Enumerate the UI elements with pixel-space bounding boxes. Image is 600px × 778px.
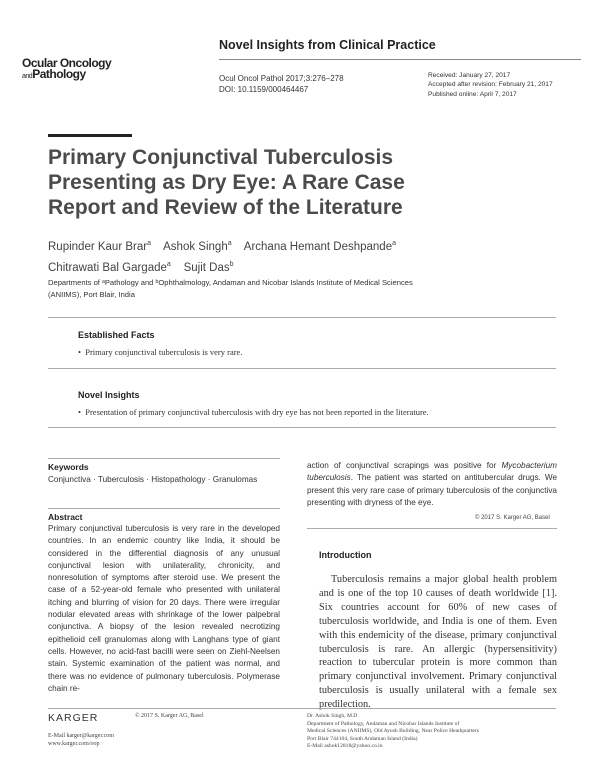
article-dates bbox=[428, 71, 553, 99]
author-sup: a bbox=[392, 240, 397, 247]
keywords-heading: Keywords bbox=[48, 462, 89, 472]
established-facts-box bbox=[48, 317, 556, 369]
title-line: Primary Conjunctival Tuberculosis bbox=[48, 146, 394, 169]
novel-insights-item: • Presentation of primary conjunctival tuberculosis with dry eye has not been reported in the literature. bbox=[78, 407, 429, 417]
abstract-text: action of conjunctival scrapings was positive for bbox=[307, 461, 502, 470]
novel-insights-heading: Novel Insights bbox=[78, 390, 140, 400]
author-sup: a bbox=[147, 240, 151, 247]
keywords-divider bbox=[48, 458, 280, 459]
author-name[interactable]: Rupinder Kaur Brar bbox=[48, 240, 148, 253]
established-facts-item: • Primary conjunctival tuberculosis is very rare. bbox=[78, 347, 243, 357]
logo-line2: andPathology bbox=[22, 67, 86, 81]
publisher-email[interactable]: E-Mail karger@karger.com bbox=[48, 733, 114, 739]
abstract-body: Primary conjunctival tuberculosis is very rare in the developed countries. In an endemic country like India, it should be considered in the differential diagnosis of any unusual conjunctival lesion with unilaterality, chronicity, and nonresolution of symptoms after steroid use. We present the case of a 52-year-old female who presented with unilateral itching and blurring of vision for 20 days. There were irregular nodular elevated areas with shrinkage of the lower palpebral conjunctiva. A biopsy of the lesion revealed necrotizing epithelioid cell granulomas along with Langhans type of giant cells. However, no acid-fast bacilli were seen on Ziehl-Neelsen stain. Systemic examination of the patient was normal, and there was no evidence of pulmonary tuberculosis. Polymerase chain re- bbox=[48, 524, 280, 693]
author-list bbox=[48, 235, 548, 277]
title-line: Presenting as Dry Eye: A Rare Case bbox=[48, 171, 405, 194]
keywords-list: Conjunctiva · Tuberculosis · Histopathology · Granulomas bbox=[48, 475, 258, 484]
established-facts-heading: Established Facts bbox=[78, 330, 155, 340]
corr-name: Dr. Ashok Singh, M.D bbox=[307, 713, 358, 719]
abstract-text: . The patient was started on antitubercular drugs. We present this very rare case of primary tuberculosis of the conjunctiva presenting with dryness of the eye. bbox=[307, 473, 557, 507]
logo-line1: Ocular Oncology bbox=[22, 56, 112, 70]
publisher-website[interactable]: www.karger.com/oop bbox=[48, 741, 100, 747]
affiliation-line: (ANIIMS), Port Blair, India bbox=[48, 290, 135, 299]
introduction-heading: Introduction bbox=[319, 550, 372, 560]
title-accent-rule bbox=[48, 134, 132, 137]
author-name[interactable]: Ashok Singh bbox=[163, 240, 228, 253]
accepted-date: Accepted after revision: February 21, 2017 bbox=[428, 81, 553, 89]
received-date: Received: January 27, 2017 bbox=[428, 72, 511, 79]
corr-address: Port Blair 744104, South Andaman Island (India) bbox=[307, 735, 418, 742]
citation-block bbox=[219, 73, 344, 95]
article-title bbox=[48, 145, 488, 220]
author-name[interactable]: Chitrawati Bal Gargade bbox=[48, 261, 167, 274]
corr-email[interactable]: E-Mail ashok12818@yahoo.co.in bbox=[307, 743, 383, 750]
abstract-heading: Abstract bbox=[48, 512, 83, 522]
author-sup: b bbox=[229, 260, 234, 268]
footer-copyright: © 2017 S. Karger AG, Basel bbox=[135, 713, 204, 719]
affiliations bbox=[48, 277, 478, 301]
novel-insights-box bbox=[48, 382, 556, 428]
title-line: Report and Review of the Literature bbox=[48, 196, 403, 219]
correspondence bbox=[307, 713, 557, 751]
author-sup: a bbox=[227, 240, 232, 247]
published-date: Published online: April 7, 2017 bbox=[428, 90, 517, 98]
journal-logo bbox=[22, 58, 152, 82]
abstract-divider bbox=[48, 508, 280, 509]
abstract-copyright: © 2017 S. Karger AG, Basel bbox=[475, 515, 550, 521]
footer-divider bbox=[48, 708, 556, 709]
introduction-body: Tuberculosis remains a major global health problem and is one of the top 10 causes of death worldwide [1]. Six countries account for 60% of new cases of tuberculosis worldwide, and India is one of them. Even with this endemicity of the disease, primary conjunctival tuberculosis is rare. An allergic (hypersensitivity) reaction to tubercular protein is more common than primary conjunctival involvement. Primary conjunctival tuberculosis is usually unilateral with a female sex predilection. bbox=[319, 574, 557, 711]
author-sup: a bbox=[166, 260, 171, 268]
doi-link[interactable]: DOI: 10.1159/000464467 bbox=[219, 85, 309, 94]
author-name[interactable]: Sujit Das bbox=[183, 261, 230, 274]
series-title: Novel Insights from Clinical Practice bbox=[219, 38, 436, 52]
abstract-continuation bbox=[307, 460, 557, 509]
citation: Ocul Oncol Pathol 2017;3:276–278 bbox=[219, 74, 344, 83]
organism-name: Mycobacterium tuberculosis bbox=[307, 461, 557, 483]
intro-divider bbox=[307, 528, 557, 529]
author-name[interactable]: Archana Hemant Deshpande bbox=[243, 240, 393, 253]
publisher-contact bbox=[48, 732, 114, 748]
header-divider bbox=[219, 59, 581, 60]
affiliation-line: Departments of ᵃPathology and ᵇOphthalmology, Andaman and Nicobar Islands Institute of Medical Sciences bbox=[48, 278, 413, 287]
corr-address: Department of Pathology, Andaman and Nicobar Islands Institute of bbox=[307, 720, 460, 727]
publisher-logo: KARGER bbox=[48, 712, 99, 724]
corr-address: Medical Sciences (ANIIMS), Old Ayush Building, Near Police Headquarters bbox=[307, 728, 479, 735]
